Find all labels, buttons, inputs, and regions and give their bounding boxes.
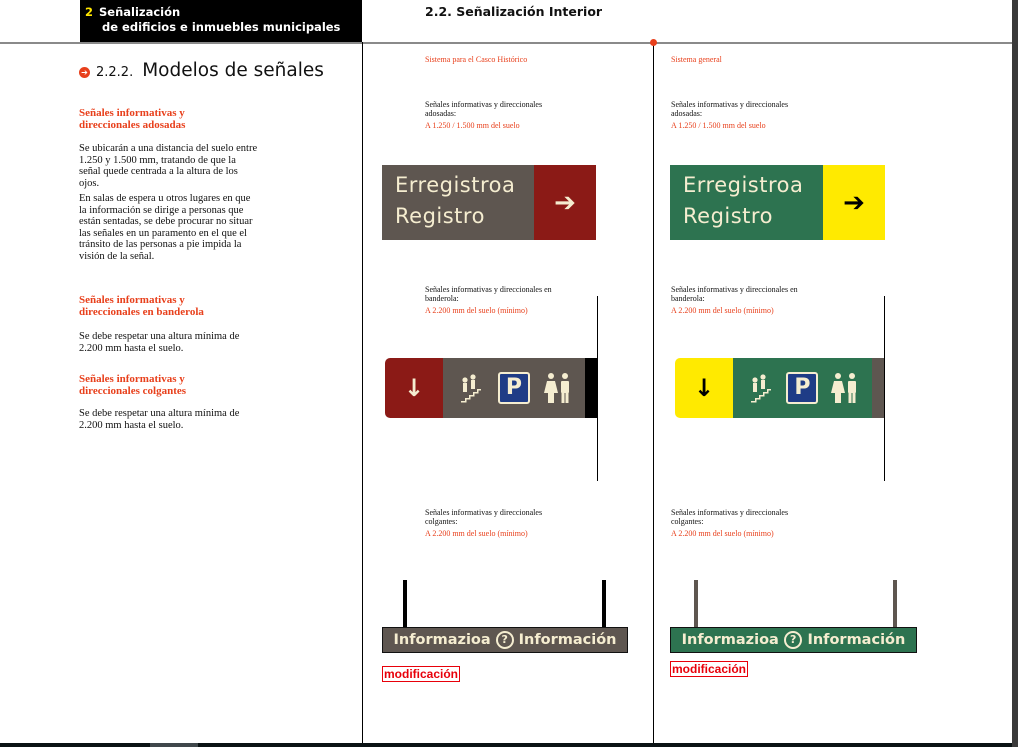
page-edge-scrollbar[interactable] xyxy=(1012,0,1018,747)
hanging-pole-right xyxy=(602,580,606,627)
caption-text: Señales informativas y direccionales colgantes: xyxy=(671,508,789,526)
section-heading-colgantes: Señales informativas y direccionales colgantes xyxy=(79,373,187,397)
hanging-pole-right xyxy=(893,580,897,627)
wall-line xyxy=(884,296,885,481)
info-question-icon: ? xyxy=(784,631,802,649)
caption-adosada-general xyxy=(671,100,791,130)
info-question-icon: ? xyxy=(496,631,514,649)
model-number: 2.2.2. xyxy=(96,64,134,80)
caption-height: A 1.250 / 1.500 mm del suelo xyxy=(425,121,520,130)
sign-line-basque: Erregistroa xyxy=(683,173,804,197)
section-heading-adosadas: Señales informativas y direccionales adosadas xyxy=(79,107,186,131)
stairs-icon xyxy=(455,373,485,403)
chapter-title-line1: Señalización xyxy=(99,5,181,19)
caption-banderola-historic xyxy=(425,285,565,315)
arrow-right-icon: ➔ xyxy=(823,165,885,240)
caption-text: Señales informativas y direccionales adosadas: xyxy=(671,100,789,118)
sign-line-basque: Erregistroa xyxy=(395,173,516,197)
chapter-header xyxy=(80,0,362,42)
sign-banderola-general xyxy=(675,358,884,418)
system-label-general: Sistema general xyxy=(671,55,722,64)
column-divider xyxy=(653,42,654,743)
pictogram-panel xyxy=(443,358,585,418)
sign-line-spanish: Registro xyxy=(395,204,485,228)
sign-text-panel xyxy=(382,165,534,240)
section-text-colgantes: Se debe respetar una altura mínima de 2.200 mm hasta el suelo. xyxy=(79,408,240,431)
system-label-historic: Sistema para el Casco Histórico xyxy=(425,55,528,64)
caption-adosada-historic xyxy=(425,100,545,130)
hanging-pole-left xyxy=(694,580,698,627)
divider-marker-dot xyxy=(650,39,657,46)
sign-colgante-historic xyxy=(382,627,628,653)
chapter-title-line2: de edificios e inmuebles municipales xyxy=(102,20,341,34)
sign-text-spanish: Información xyxy=(518,632,617,648)
sign-text-basque: Informazioa xyxy=(681,632,779,648)
caption-height: A 2.200 mm del suelo (mínimo) xyxy=(425,306,528,315)
section-text-adosadas-2: En salas de espera u otros lugares en que la información se dirige a personas que están sentadas, se debe procurar no situar las señales en un paramento en el que el tránsito de las personas a pie impida la visión de la señal. xyxy=(79,193,253,262)
header-rule xyxy=(0,42,1012,44)
caption-colgante-general xyxy=(671,508,811,538)
chapter-number: 2 xyxy=(85,5,94,19)
toilets-icon xyxy=(830,372,860,404)
stairs-icon xyxy=(745,373,775,403)
sign-bracket xyxy=(872,358,884,418)
arrow-right-icon: ➔ xyxy=(534,165,596,240)
caption-colgante-historic xyxy=(425,508,565,538)
section-heading-banderola: Señales informativas y direccionales en banderola xyxy=(79,294,204,318)
caption-height: A 2.200 mm del suelo (mínimo) xyxy=(671,529,774,538)
caption-height: A 1.250 / 1.500 mm del suelo xyxy=(671,121,766,130)
sign-text-panel xyxy=(670,165,823,240)
arrow-down-icon: ↓ xyxy=(385,358,443,418)
model-title: Modelos de señales xyxy=(142,60,324,81)
column-divider xyxy=(362,42,363,743)
parking-icon: P xyxy=(786,372,818,404)
modification-label: modificación xyxy=(672,662,747,676)
sign-line-spanish: Registro xyxy=(683,204,773,228)
caption-text: Señales informativas y direccionales en banderola: xyxy=(671,285,798,303)
pictogram-panel xyxy=(733,358,872,418)
section-text-adosadas-1: Se ubicarán a una distancia del suelo entre 1.250 y 1.500 mm, tratando de que la señal quede centrada a la altura de los ojos. xyxy=(79,143,258,189)
hanging-pole-left xyxy=(403,580,407,627)
sign-banderola-historic xyxy=(385,358,597,418)
section-title: 2.2. Señalización Interior xyxy=(425,4,603,19)
sign-text-spanish: Información xyxy=(807,632,906,648)
sign-text-basque: Informazioa xyxy=(393,632,491,648)
model-heading xyxy=(79,60,324,81)
arrow-bullet-icon: ➔ xyxy=(79,67,90,78)
modification-label: modificación xyxy=(384,667,459,681)
sign-adosada-general xyxy=(670,165,885,240)
caption-text: Señales informativas y direccionales en banderola: xyxy=(425,285,552,303)
caption-banderola-general xyxy=(671,285,811,315)
toilets-icon xyxy=(543,372,573,404)
caption-text: Señales informativas y direccionales adosadas: xyxy=(425,100,543,118)
caption-text: Señales informativas y direccionales colgantes: xyxy=(425,508,543,526)
sign-bracket xyxy=(585,358,597,418)
sign-colgante-general xyxy=(670,627,917,653)
caption-height: A 2.200 mm del suelo (mínimo) xyxy=(425,529,528,538)
arrow-down-icon: ↓ xyxy=(675,358,733,418)
sign-adosada-historic xyxy=(382,165,596,240)
scrollbar-thumb[interactable] xyxy=(150,743,198,747)
section-text-banderola: Se debe respetar una altura mínima de 2.200 mm hasta el suelo. xyxy=(79,331,240,354)
parking-icon: P xyxy=(498,372,530,404)
wall-line xyxy=(597,296,598,481)
caption-height: A 2.200 mm del suelo (mínimo) xyxy=(671,306,774,315)
